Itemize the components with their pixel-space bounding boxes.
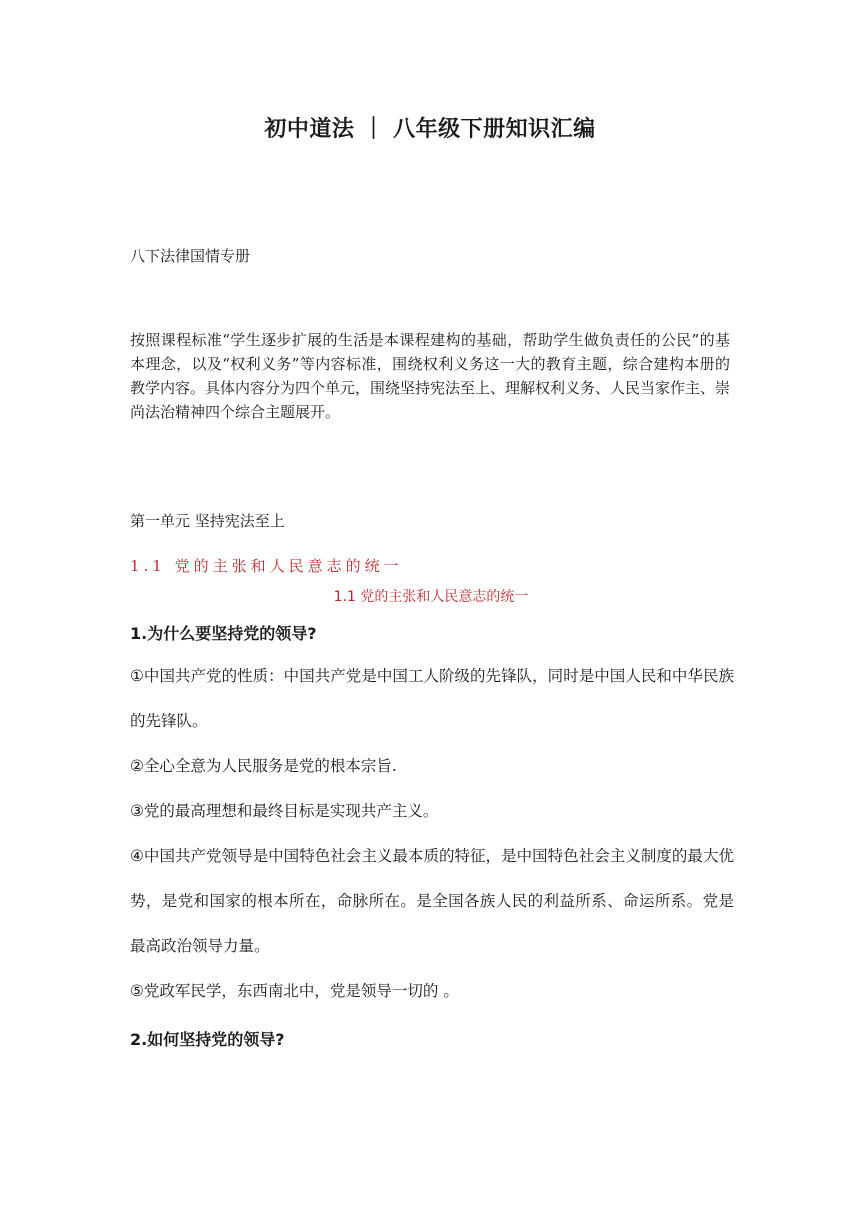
point-1: ①中国共产党的性质：中国共产党是中国工人阶级的先锋队，同时是中国人民和中华民族的先锋队。 [130, 667, 734, 730]
point-4: ④中国共产党领导是中国特色社会主义最本质的特征，是中国特色社会主义制度的最大优势，是党和国家的根本所在，命脉所在。是全国各族人民的利益所系、命运所系。党是最高政治领导力量。 [130, 847, 734, 955]
document-title: 初中道法 ｜ 八年级下册知识汇编 [264, 117, 596, 142]
question-1-heading: 1.为什么要坚持党的领导? [130, 624, 317, 643]
unit-heading: 第一单元 坚持宪法至上 [130, 512, 285, 530]
point-2: ②全心全意为人民服务是党的根本宗旨. [130, 757, 397, 775]
section-heading: 1.1 党的主张和人民意志的统一 [130, 557, 403, 575]
intro-paragraph: 按照课程标准“学生逐步扩展的生活是本课程建构的基础，帮助学生做负责任的公民”的基本理念，以及“权利义务”等内容标准，围绕权利义务这一大的教育主题，综合建构本册的教学内容。具体内容分为四个单元，围绕坚持宪法至上、理解权利义务、人民当家作主、崇尚法治精神四个综合主题展开。 [130, 331, 731, 421]
document-subtitle: 八下法律国情专册 [130, 247, 251, 265]
section-heading-centered [0, 586, 860, 606]
point-3: ③党的最高理想和最终目标是实现共产主义。 [130, 802, 439, 820]
section-heading-centered-text: 1.1 党的主张和人民意志的统一 [333, 589, 529, 605]
question-2-heading: 2.如何坚持党的领导? [130, 1030, 285, 1049]
point-5: ⑤党政军民学，东西南北中，党是领导一切的 。 [130, 982, 459, 1000]
